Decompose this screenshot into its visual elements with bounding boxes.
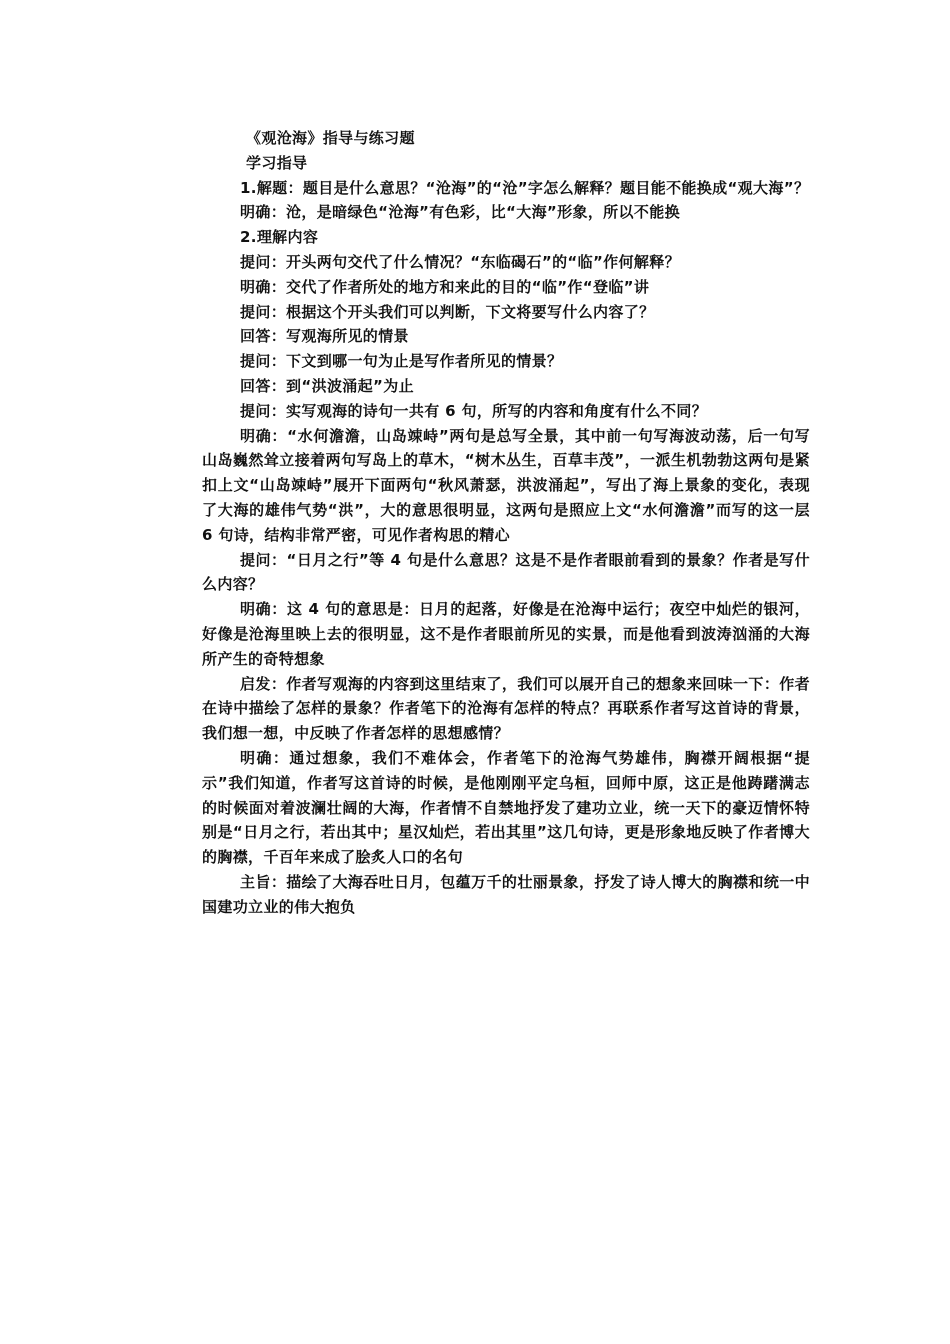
section-heading: 学习指导 [246, 153, 308, 172]
document-title: 《观沧海》指导与练习题 [246, 129, 415, 147]
paragraph-answer: 回答：写观海所见的情景 [240, 327, 409, 346]
document-body [202, 126, 810, 920]
paragraph-subheading: 2.理解内容 [240, 228, 319, 247]
paragraph-answer: 明确：“水何澹澹，山岛竦峙”两句是总写全景，其中前一句写海波动荡，后一句写山岛巍然耸立接着两句写岛上的草木，“树木丛生，百草丰茂”，一派生机勃勃这两句是紧扣上文“山岛竦峙”展开下面两句“秋风萧瑟，洪波涌起”，写出了海上景象的变化，表现了大海的雄伟气势“洪”，大的意思很明显，这两句是照应上文“水何澹澹”而写的这一层 6 句诗，结构非常严密，可见作者构思的精心 [202, 426, 810, 544]
paragraph-question: 提问：根据这个开头我们可以判断，下文将要写什么内容了？ [240, 302, 655, 321]
paragraph-question: 提问：下文到哪一句为止是写作者所见的情景？ [240, 352, 563, 371]
paragraph-answer: 明确：这 4 句的意思是：日月的起落，好像是在沧海中运行；夜空中灿烂的银河，好像是沧海里映上去的很明显，这不是作者眼前所见的实景，而是他看到波涛汹涌的大海所产生的奇特想象 [202, 600, 810, 668]
paragraph-theme: 主旨：描绘了大海吞吐日月，包蕴万千的壮丽景象，抒发了诗人博大的胸襟和统一中国建功立业的伟大抱负 [202, 872, 810, 916]
paragraph-prompt: 启发：作者写观海的内容到这里结束了，我们可以展开自己的想象来回味一下：作者在诗中描绘了怎样的景象？作者笔下的沧海有怎样的特点？再联系作者写这首诗的背景，我们想一想，中反映了作者怎样的思想感情？ [202, 674, 810, 743]
paragraph-title-explanation: 1.解题：题目是什么意思？“沧海”的“沧”字怎么解释？题目能不能换成“观大海”？ [240, 178, 810, 197]
paragraph-question: 提问：实写观海的诗句一共有 6 句，所写的内容和角度有什么不同？ [240, 401, 708, 420]
paragraph-answer: 明确：沧，是暗绿色“沧海”有色彩，比“大海”形象，所以不能换 [240, 203, 680, 222]
paragraph-question: 提问：开头两句交代了什么情况？“东临碣石”的“临”作何解释？ [240, 252, 680, 271]
paragraph-answer: 明确：通过想象，我们不难体会，作者笔下的沧海气势雄伟，胸襟开阔根据“提示”我们知道，作者写这首诗的时候，是他刚刚平定乌桓，回师中原，这正是他踌躇满志的时候面对着波澜壮阔的大海，作者情不自禁地抒发了建功立业，统一天下的豪迈情怀特别是“日月之行，若出其中；星汉灿烂，若出其里”这几句诗，更是形象地反映了作者博大的胸襟，千百年来成了脍炙人口的名句 [202, 748, 810, 867]
paragraph-answer: 明确：交代了作者所处的地方和来此的目的“临”作“登临”讲 [240, 277, 650, 296]
paragraph-answer: 回答：到“洪波涌起”为止 [240, 376, 414, 395]
paragraph-question: 提问：“日月之行”等 4 句是什么意思？这是不是作者眼前看到的景象？作者是写什么内容？ [202, 550, 810, 594]
